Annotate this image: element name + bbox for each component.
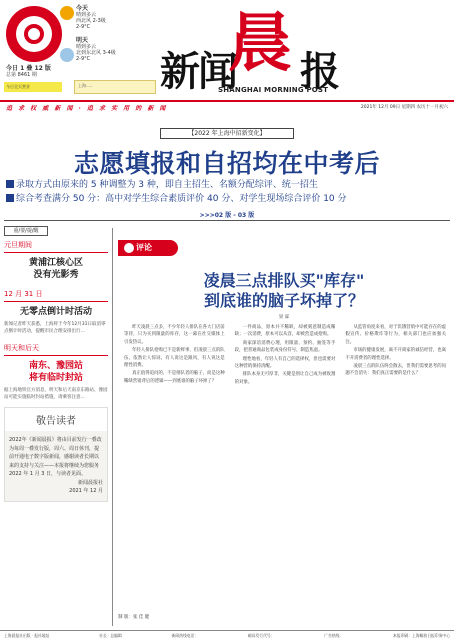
weather-tomorrow-label: 明天 <box>76 37 89 44</box>
weather-today-wind: 西北风 2-3级 <box>76 18 106 24</box>
item2-headline[interactable]: 无零点倒计时活动 <box>19 307 92 317</box>
item3-headline-1[interactable]: 南东、豫园站 <box>28 361 83 371</box>
editorial-body <box>124 324 446 387</box>
newspaper-logo <box>6 6 62 62</box>
reader-notice <box>4 407 108 502</box>
weather-today-temp: 2-9°C <box>76 24 91 30</box>
issue-info <box>6 66 64 78</box>
item3-headline-2[interactable]: 将有临时封站 <box>28 373 83 383</box>
paragraph: 凌晨三点的队伍终会散去，但我们需要思考的问题不会消失：我们真正需要的是什么？ <box>345 364 447 377</box>
editorial-title-2[interactable]: 到底谁的脑子坏掉了？ <box>203 291 364 310</box>
paragraph: 昨天凌晨三点多，不少年轻人排队在各大门店前等待，只为买到限量的库存，这一幕在社交媒体上引发热议。 <box>124 325 225 345</box>
editorial-title-1[interactable]: 凌晨三点排队买"库存" <box>203 271 365 290</box>
masthead-title-xinwen: 新闻 <box>160 48 236 95</box>
page-footer <box>0 630 454 640</box>
footer-postal: 邮局发行代号： <box>247 633 275 638</box>
footer-publisher: 上海晨报社出版 · 报社地址 <box>4 633 50 638</box>
subheadline-1: 录取方式由原来的 5 种调整为 3 种，即自主招生、名额分配综评、统一招生 <box>16 180 318 190</box>
paragraph: 真正值得追问的，不是排队者的脑子，而是这种稀缺营销背后的逻辑——到底谁的脑子坏掉了？ <box>124 371 225 384</box>
issue-number: 总第 8461 期 <box>6 72 37 78</box>
editorial-author: 梁 霖 <box>278 315 290 320</box>
issue-pages: 今日 1 叠 12 版 <box>6 65 51 72</box>
item1-title: 元旦期间 <box>4 241 32 249</box>
main-headline[interactable]: 志愿填报和自招均在中考后 <box>73 149 380 178</box>
paragraph: 市场的健康发展，离不开商家的诚信经营，也离不开消费者的理性选择。 <box>345 348 447 361</box>
slogan-bar <box>0 100 454 112</box>
weather-tomorrow-desc: 晴到多云 <box>76 44 97 50</box>
weather-today-label: 今天 <box>76 5 89 12</box>
page-reference[interactable]: >>>02 版 - 03 版 <box>199 212 255 219</box>
sun-icon <box>60 6 74 20</box>
item2-title: 12 月 31 日 <box>4 290 43 298</box>
masthead-title-bao: 报 <box>300 48 340 95</box>
notice-body <box>5 431 107 501</box>
left-column <box>4 226 108 502</box>
item3-body: 据上海地铁官方消息，明天和后天南京东路站、豫园站可能实施临时封站措施，请乘客注意... <box>4 388 108 400</box>
paragraph: 商家深谙消费心理，用限量、预约、抽签等手段，把普通商品包装成身份符号，制造焦虑。 <box>234 340 336 354</box>
headline-kicker: 【2022 年上海中招新变化】 <box>160 128 294 139</box>
weather-tomorrow-temp: 2-9°C <box>76 56 91 62</box>
footer-editor: 社长 · 总编辑 <box>99 633 122 638</box>
paragraph: 排队本身无可厚非，关键是别让自己成为被收割的对象。 <box>234 372 336 385</box>
footer-ads: 广告热线： <box>324 633 344 638</box>
notice-text: 2022年《新闻晨报》将由目前发行一叠改为每周一叠发行版，周六、周日休刊，提前开通电子数字版新闻，感谢读者长期以来的支持与关注——本报将继续为您服务 2022 年 1 月 3 日，与读者见面。 <box>9 437 102 477</box>
divider <box>4 355 108 356</box>
paragraph: 理性地看，年轻人有自己的选择权，但也需要对这种营销保持清醒。 <box>234 356 336 370</box>
editorial-column-1 <box>124 324 225 387</box>
strip-ad: 上海..... <box>74 80 156 94</box>
weather-box <box>76 6 146 66</box>
divider <box>4 220 450 221</box>
notice-date: 2021 年 12 月 <box>69 488 103 494</box>
masthead <box>0 0 454 112</box>
masthead-title-chen: 晨 <box>228 6 292 81</box>
paragraph: 一件商品，原本并不稀缺，却被刻意制造成稀缺；一次消费，原本可以从容，却被营造成抢购。 <box>234 325 336 338</box>
editorial-article <box>118 228 450 626</box>
editorial-column-2 <box>235 324 336 387</box>
masthead-english-title: SHANGHAI MORNING POST <box>218 86 329 94</box>
editorial-column-3 <box>345 324 446 387</box>
item3-title: 明天和后天 <box>4 344 39 352</box>
column-divider <box>112 228 113 626</box>
headline-subs <box>6 178 450 206</box>
paragraph: 年轻人排队抢购已不是新鲜事，但凌晨三点的队伍，依然让人惊讶。有人说这是跟风，有人说这是理性消费。 <box>124 348 225 369</box>
notice-title: 敬告读者 <box>36 416 76 427</box>
mini-ad: 今日全天营业 <box>4 82 62 92</box>
subheadline-2: 综合考查满分 50 分：高中对学生综合素质评价 40 分、对学生现场综合评价 10 分 <box>16 194 347 204</box>
slogan: 追 求 权 威 新 闻 · 追 求 实 用 的 新 闻 <box>6 105 168 112</box>
divider <box>4 252 108 253</box>
weather-today-desc: 晴到多云 <box>76 12 97 18</box>
layout-editor: 制 版：张 佳 健 <box>118 615 150 620</box>
bullet-icon <box>6 194 14 202</box>
item1-headline-1[interactable]: 黄浦江核心区 <box>28 258 83 268</box>
cloud-icon <box>60 48 74 62</box>
weather-tomorrow-wind: 北到东北风 3-4级 <box>76 50 116 56</box>
footer-hotline: 新闻热线电话： <box>171 633 199 638</box>
notice-signature: 新闻晨报社 <box>77 479 103 486</box>
divider <box>4 301 108 302</box>
footer-printer: 本报印刷：上海解放日报印务中心 <box>393 633 450 638</box>
item1-headline-2[interactable]: 没有光影秀 <box>33 270 79 280</box>
dateline: 2021年 12月 09日 星期四 农历十一月初六 <box>360 105 448 110</box>
paragraph: 从监管角度来看，对于饥饿营销中可能存在的虚假宣传、价格欺诈等行为，相关部门也应加强关注。 <box>345 325 447 345</box>
bullet-icon <box>6 180 14 188</box>
item2-body: 新闻记者昨天获悉，上海将于今年12月31日取消零点倒计时活动，提醒市民合理安排出行... <box>4 322 106 334</box>
section-tag: 重/要/提/醒 <box>4 226 48 236</box>
commentary-badge-label: 评论 <box>136 243 152 252</box>
